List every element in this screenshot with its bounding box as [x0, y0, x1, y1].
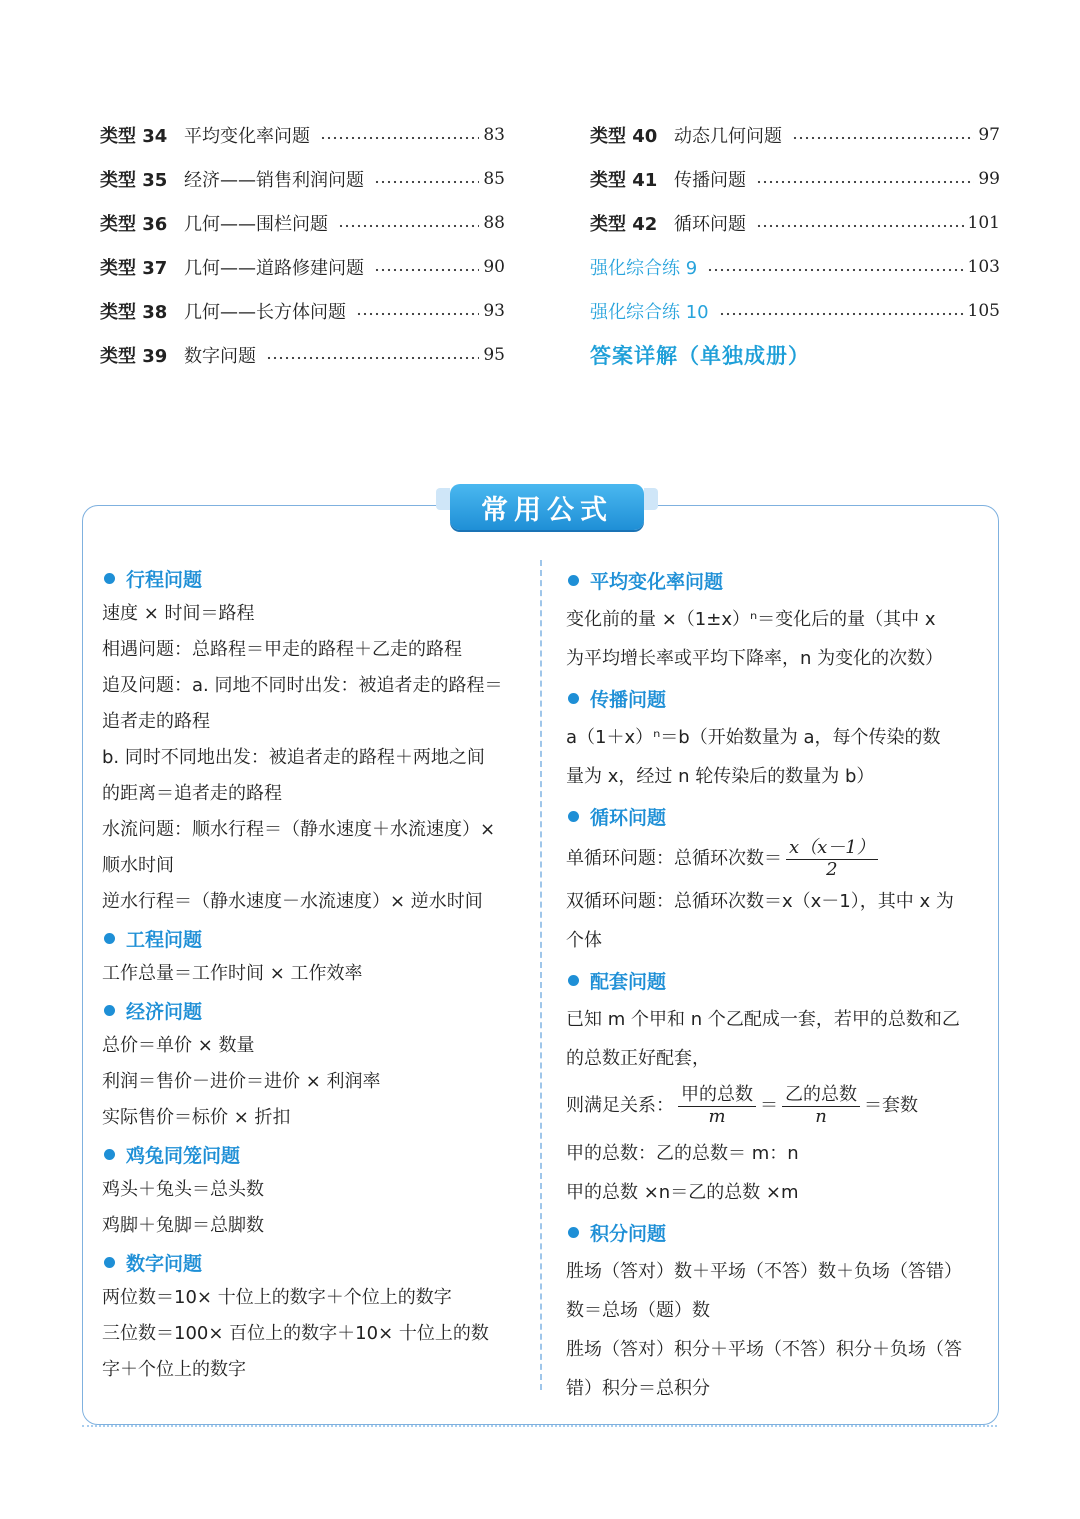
section-title: 经济问题 [126, 1000, 203, 1023]
bullet-icon [568, 811, 579, 822]
fraction-denominator: n [815, 1105, 827, 1127]
toc-page: 83 [483, 125, 505, 145]
toc-page: 99 [978, 169, 1000, 189]
formula-line: 相遇问题：总路程＝甲走的路程＋乙走的路程 [102, 639, 462, 660]
toc-dot-leader [356, 312, 479, 316]
toc-page: 88 [483, 213, 505, 233]
toc-type: 类型 40 [590, 126, 658, 147]
toc-entry[interactable] [590, 113, 1000, 157]
fraction-numerator: 甲的总数 [678, 1085, 756, 1107]
formula-text: 则满足关系： [566, 1095, 674, 1116]
formula-line: 速度 × 时间＝路程 [102, 603, 255, 624]
formula-line: 追及问题：a. 同地不同时出发：被追者走的路程＝ [102, 675, 503, 696]
toc-dot-leader [374, 268, 479, 272]
toc-title: 循环问题 [674, 214, 746, 235]
formula-line: 鸡脚＋兔脚＝总脚数 [102, 1215, 264, 1236]
toc-type: 类型 39 [100, 346, 168, 367]
section-title: 积分问题 [590, 1222, 667, 1245]
section-heading [566, 796, 986, 836]
fraction-numerator: 乙的总数 [782, 1085, 860, 1107]
formula-line: 鸡头＋兔头＝总头数 [102, 1179, 264, 1200]
toc-dot-leader [756, 180, 974, 184]
formula-line: 甲的总数 ×n＝乙的总数 ×m [566, 1182, 799, 1203]
formula-line-fraction [566, 836, 986, 882]
toc-title: 强化综合练 10 [590, 302, 709, 323]
toc-title: 几何——围栏问题 [184, 214, 328, 235]
formula-text: ＝ [760, 1095, 778, 1116]
toc-entry-practice[interactable] [590, 245, 1000, 289]
bullet-icon [104, 1149, 115, 1160]
toc-page: 85 [483, 169, 505, 189]
toc-type: 类型 41 [590, 170, 658, 191]
toc-left-column [100, 113, 505, 377]
toc-type: 类型 37 [100, 258, 168, 279]
section-title: 循环问题 [590, 806, 667, 829]
bullet-icon [568, 1227, 579, 1238]
toc-entry[interactable] [100, 333, 505, 377]
toc-title: 数字问题 [184, 346, 256, 367]
formula-line: 错）积分＝总积分 [566, 1378, 710, 1399]
section-title: 传播问题 [590, 688, 667, 711]
formula-line: 双循环问题：总循环次数＝x（x－1），其中 x 为 [566, 891, 954, 912]
section-heading [102, 920, 522, 956]
panel-title: 常用公式 [450, 484, 644, 530]
toc-page: 103 [967, 257, 1000, 277]
bullet-icon [568, 975, 579, 986]
fraction-denominator: m [708, 1105, 726, 1127]
formula-line: 的距离＝追者走的路程 [102, 783, 282, 804]
bullet-icon [568, 575, 579, 586]
toc-page: 95 [483, 345, 505, 365]
toc-type: 类型 38 [100, 302, 168, 323]
badge-wing-left [436, 488, 450, 510]
section-heading [566, 560, 986, 600]
section-heading [566, 960, 986, 1000]
toc-entry[interactable] [100, 113, 505, 157]
bullet-icon [104, 1005, 115, 1016]
toc-dot-leader [707, 268, 963, 272]
formula-line: 利润＝售价－进价＝进价 × 利润率 [102, 1071, 381, 1092]
formula-right-column [566, 560, 986, 1408]
toc-dot-leader [320, 136, 479, 140]
formula-line: 三位数＝100× 百位上的数字＋10× 十位上的数 [102, 1323, 489, 1344]
toc-entry[interactable] [100, 245, 505, 289]
formula-line: 工作总量＝工作时间 × 工作效率 [102, 963, 363, 984]
fraction [782, 1085, 860, 1127]
formula-line: 数＝总场（题）数 [566, 1300, 710, 1321]
section-title: 数字问题 [126, 1252, 203, 1275]
formula-line: 字＋个位上的数字 [102, 1359, 246, 1380]
toc-title: 几何——长方体问题 [184, 302, 346, 323]
bullet-icon [104, 1257, 115, 1268]
formula-line: 逆水行程＝（静水速度－水流速度）× 逆水时间 [102, 891, 483, 912]
toc-entry[interactable] [590, 201, 1000, 245]
formula-line: 为平均增长率或平均下降率，n 为变化的次数） [566, 648, 944, 669]
toc-dot-leader [374, 180, 479, 184]
formula-line: 两位数＝10× 十位上的数字＋个位上的数字 [102, 1287, 452, 1308]
toc-page: 97 [978, 125, 1000, 145]
toc-dot-leader [266, 356, 479, 360]
toc-entry[interactable] [100, 289, 505, 333]
toc-entry-practice[interactable] [590, 289, 1000, 333]
toc-entry[interactable] [590, 157, 1000, 201]
bottom-rule [82, 1425, 997, 1427]
formula-line: 量为 x，经过 n 轮传染后的数量为 b） [566, 766, 875, 787]
formula-line: 水流问题：顺水行程＝（静水速度＋水流速度）× [102, 819, 496, 840]
column-divider [540, 560, 542, 1390]
toc-page: 105 [967, 301, 1000, 321]
section-title: 工程问题 [126, 928, 203, 951]
fraction-numerator: x（x－1） [786, 838, 878, 860]
toc-title: 强化综合练 9 [590, 258, 698, 279]
toc-title: 平均变化率问题 [184, 126, 310, 147]
section-title: 平均变化率问题 [590, 570, 724, 593]
toc-title: 几何——道路修建问题 [184, 258, 364, 279]
toc-dot-leader [756, 224, 964, 228]
toc-dot-leader [792, 136, 974, 140]
toc-page: 93 [483, 301, 505, 321]
badge-wing-right [644, 488, 658, 510]
toc-dot-leader [719, 312, 964, 316]
formula-line: 总价＝单价 × 数量 [102, 1035, 255, 1056]
toc-type: 类型 35 [100, 170, 168, 191]
section-heading [102, 992, 522, 1028]
formula-line: b. 同时不同地出发：被追者走的路程＋两地之间 [102, 747, 485, 768]
fraction [786, 838, 878, 880]
section-heading [102, 1244, 522, 1280]
fraction-denominator: 2 [826, 858, 838, 880]
formula-line: a（1＋x）ⁿ＝b（开始数量为 a，每个传染的数 [566, 727, 941, 748]
toc-type: 类型 42 [590, 214, 658, 235]
toc-type: 类型 34 [100, 126, 168, 147]
formula-line: 甲的总数：乙的总数＝ m：n [566, 1143, 799, 1164]
formula-line: 顺水时间 [102, 855, 174, 876]
section-title: 鸡兔同笼问题 [126, 1144, 241, 1167]
formula-left-column [102, 560, 522, 1388]
section-heading [566, 678, 986, 718]
formula-line: 已知 m 个甲和 n 个乙配成一套，若甲的总数和乙 [566, 1009, 960, 1030]
toc-title: 传播问题 [674, 170, 746, 191]
bullet-icon [104, 573, 115, 584]
toc-page: 101 [967, 213, 1000, 233]
formula-line: 追者走的路程 [102, 711, 210, 732]
bullet-icon [568, 693, 579, 704]
section-heading [566, 1212, 986, 1252]
formula-line-fraction [566, 1078, 986, 1134]
formula-line: 胜场（答对）积分＋平场（不答）积分＋负场（答 [566, 1339, 962, 1360]
toc-title: 动态几何问题 [674, 126, 782, 147]
formula-line: 的总数正好配套， [566, 1048, 710, 1069]
formula-text: ＝套数 [864, 1095, 918, 1116]
section-title: 行程问题 [126, 568, 203, 591]
toc-entry[interactable] [100, 201, 505, 245]
formula-line: 变化前的量 ×（1±x）ⁿ＝变化后的量（其中 x [566, 609, 936, 630]
formula-line: 胜场（答对）数＋平场（不答）数＋负场（答错） [566, 1261, 962, 1282]
section-title: 配套问题 [590, 970, 667, 993]
bullet-icon [104, 933, 115, 944]
section-heading [102, 1136, 522, 1172]
formula-line: 实际售价＝标价 × 折扣 [102, 1107, 291, 1128]
section-heading [102, 560, 522, 596]
toc-dot-leader [338, 224, 479, 228]
toc-right-column [590, 113, 1000, 377]
toc-title: 经济——销售利润问题 [184, 170, 364, 191]
fraction [678, 1085, 756, 1127]
toc-entry[interactable] [100, 157, 505, 201]
toc-answer-key[interactable]: 答案详解（单独成册） [590, 344, 810, 368]
toc-type: 类型 36 [100, 214, 168, 235]
formula-text: 单循环问题：总循环次数＝ [566, 848, 782, 869]
formula-line: 个体 [566, 930, 602, 951]
toc-page: 90 [483, 257, 505, 277]
